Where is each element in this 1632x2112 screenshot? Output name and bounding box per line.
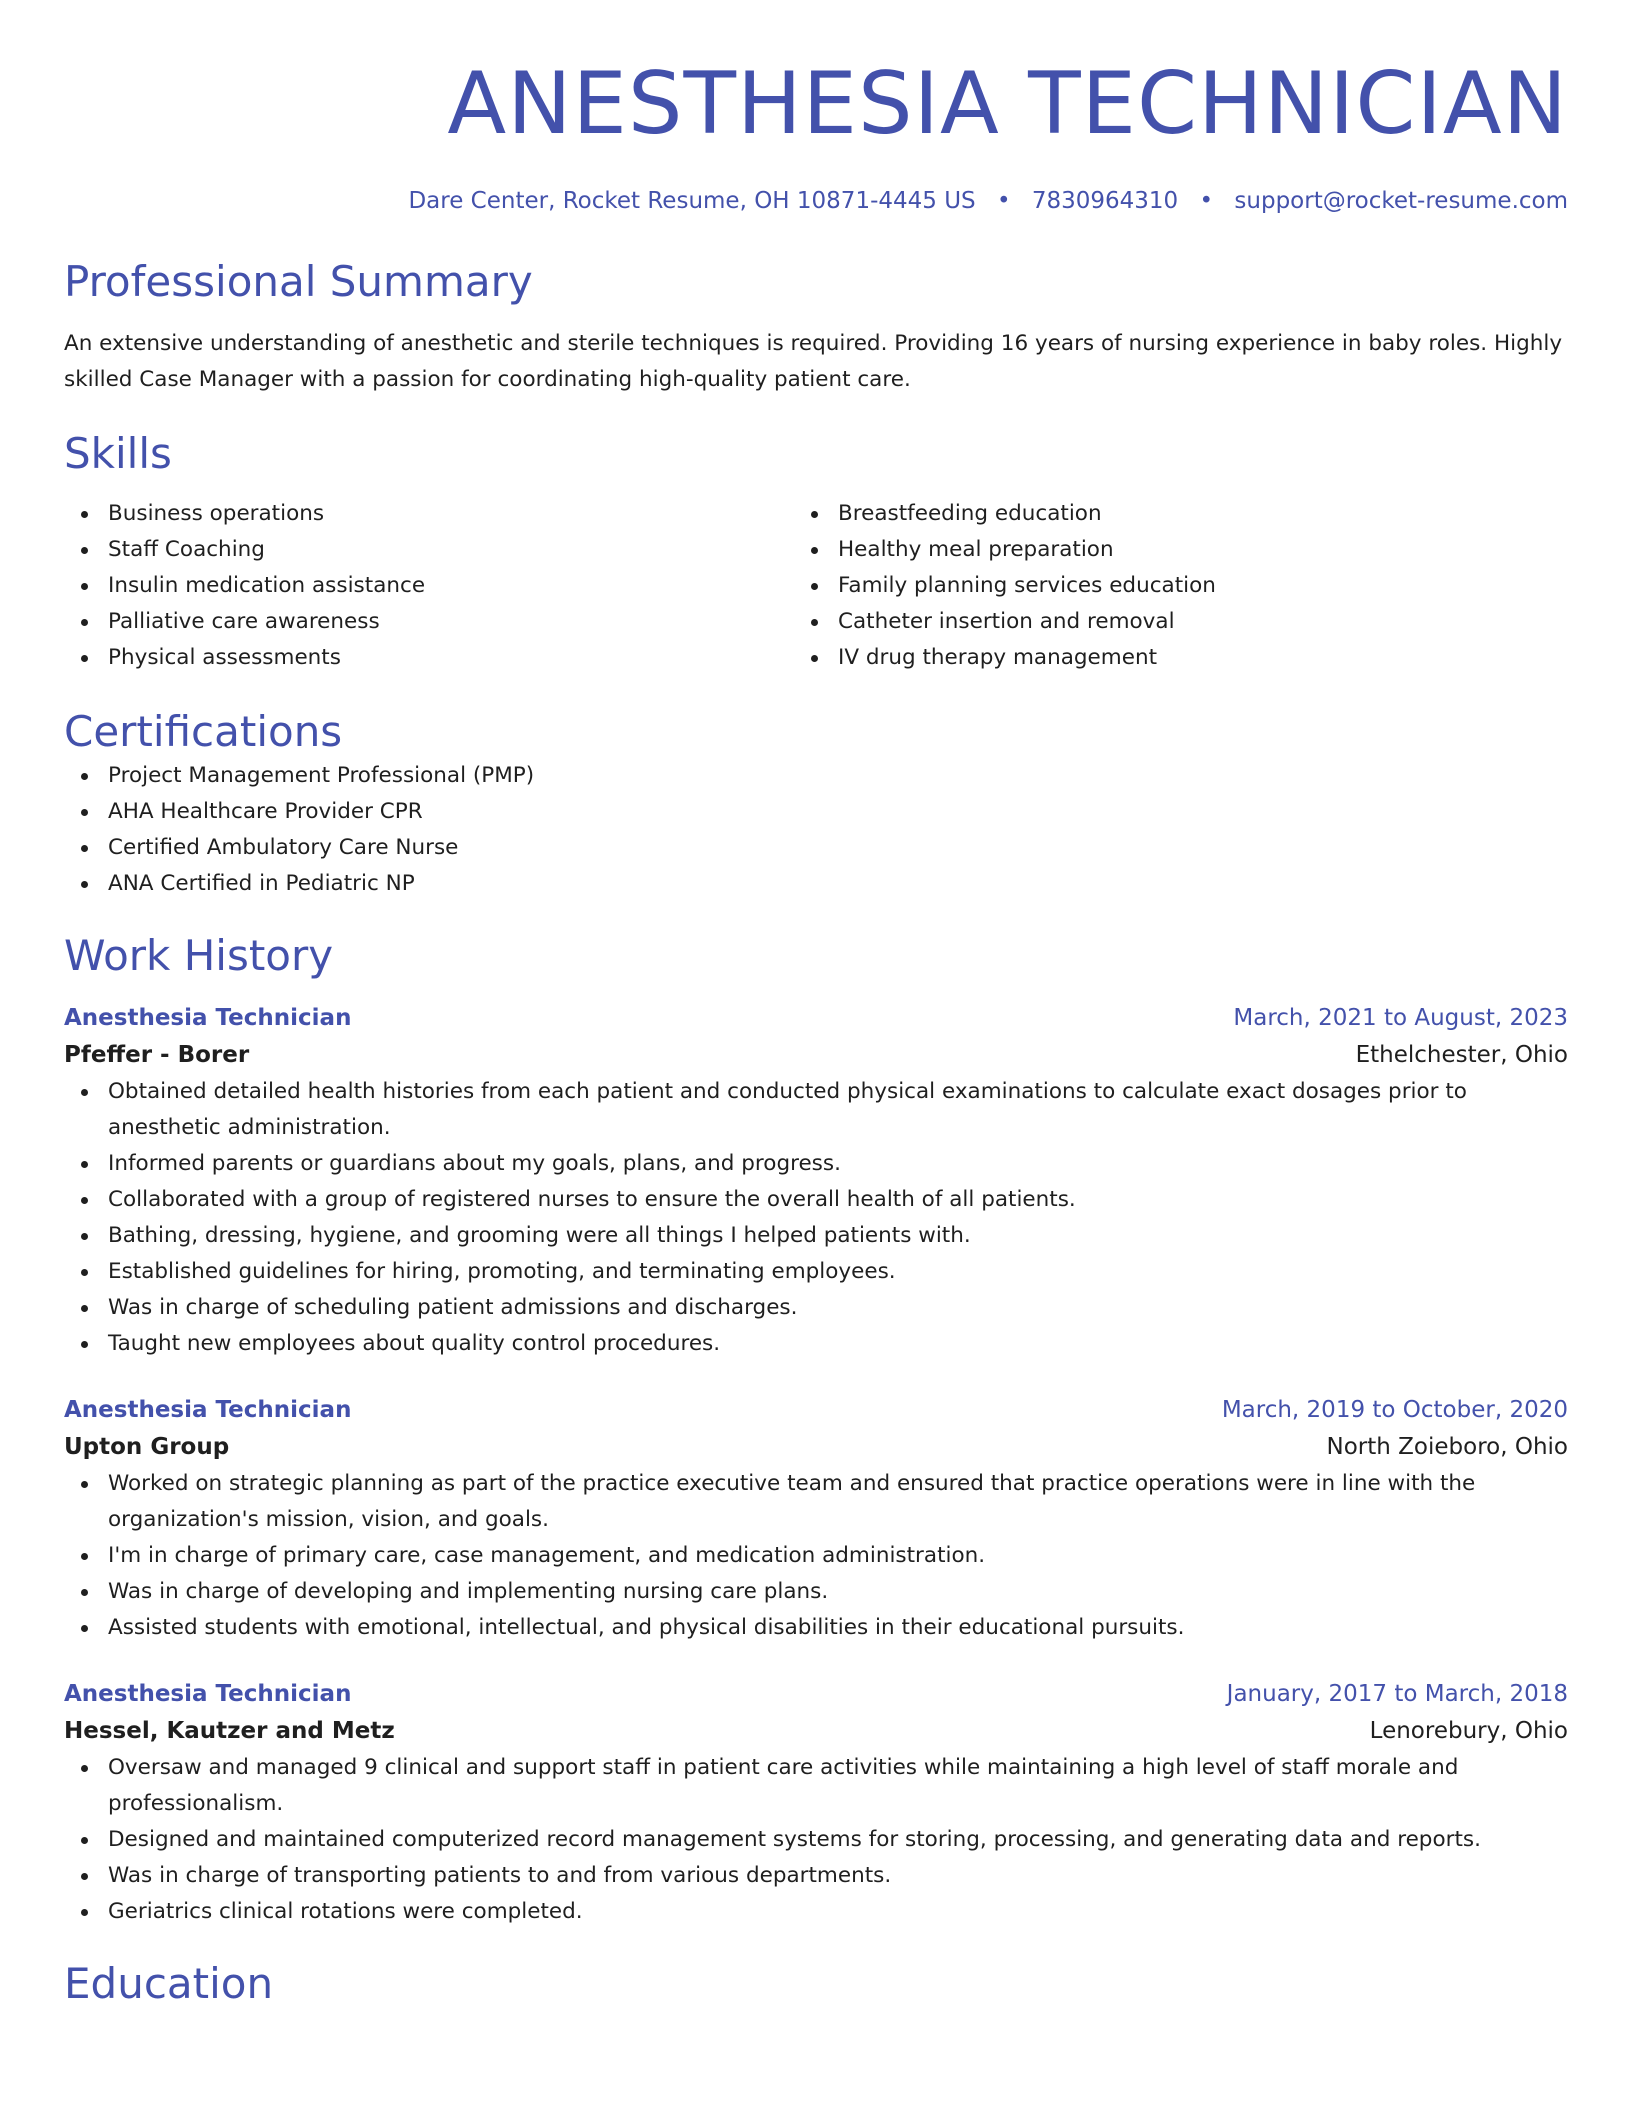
job-entry — [64, 1392, 1568, 1646]
job-company: Hessel, Kautzer and Metz — [64, 1718, 395, 1744]
job-responsibilities — [64, 1750, 1568, 1930]
job-entry — [64, 1676, 1568, 1930]
skills-list-right — [794, 496, 1568, 676]
job-bullet: Was in charge of scheduling patient admissions and discharges. — [108, 1290, 1568, 1326]
skills-column-right — [816, 496, 1568, 676]
job-title: Anesthesia Technician — [64, 1681, 352, 1707]
job-dates: March, 2019 to October, 2020 — [1221, 1397, 1568, 1423]
skills-list-left — [64, 496, 816, 676]
job-bullet: Assisted students with emotional, intellectual, and physical disabilities in their educational pursuits. — [108, 1610, 1568, 1646]
section-title-education: Education — [64, 1959, 274, 2008]
job-dates: March, 2021 to August, 2023 — [1233, 1005, 1568, 1031]
job-entry — [64, 1000, 1568, 1362]
section-title-certifications: Certifications — [64, 707, 343, 756]
job-bullet: Geriatrics clinical rotations were completed. — [108, 1894, 1568, 1930]
skill-item: Family planning services education — [838, 568, 1568, 604]
section-title-summary: Professional Summary — [64, 257, 533, 306]
skill-item: Palliative care awareness — [108, 604, 816, 640]
certification-item: AHA Healthcare Provider CPR — [108, 794, 1568, 830]
certification-item: Certified Ambulatory Care Nurse — [108, 830, 1568, 866]
skill-item: Staff Coaching — [108, 532, 816, 568]
skills-grid — [64, 496, 1568, 676]
job-dates: January, 2017 to March, 2018 — [1226, 1681, 1568, 1707]
skill-item: Healthy meal preparation — [838, 532, 1568, 568]
job-header-row — [64, 1000, 1568, 1036]
skill-item: Physical assessments — [108, 640, 816, 676]
job-header-row — [64, 1676, 1568, 1712]
job-location: North Zoieboro, Ohio — [1326, 1434, 1568, 1460]
job-responsibilities — [64, 1466, 1568, 1646]
job-bullet: Taught new employees about quality control procedures. — [108, 1326, 1568, 1362]
job-bullet: Oversaw and managed 9 clinical and support staff in patient care activities while maintaining a high level of staff morale and professionalism. — [108, 1750, 1568, 1822]
job-header-row — [64, 1392, 1568, 1428]
job-bullet: Collaborated with a group of registered nurses to ensure the overall health of all patients. — [108, 1182, 1568, 1218]
job-bullet: Was in charge of transporting patients to and from various departments. — [108, 1858, 1568, 1894]
job-location: Lenorebury, Ohio — [1369, 1718, 1568, 1744]
job-company-row — [64, 1712, 1568, 1750]
skill-item: Catheter insertion and removal — [838, 604, 1568, 640]
contact-email: support@rocket-resume.com — [1234, 188, 1568, 214]
skill-item: IV drug therapy management — [838, 640, 1568, 676]
job-responsibilities — [64, 1074, 1568, 1362]
job-bullet: Obtained detailed health histories from each patient and conducted physical examinations to calculate exact dosages prior to anesthetic administration. — [108, 1074, 1568, 1146]
contact-address: Dare Center, Rocket Resume, OH 10871-4445 US — [408, 188, 976, 214]
job-company-row — [64, 1036, 1568, 1074]
job-title: Anesthesia Technician — [64, 1005, 352, 1031]
skill-item: Business operations — [108, 496, 816, 532]
job-bullet: Was in charge of developing and implementing nursing care plans. — [108, 1574, 1568, 1610]
job-title: Anesthesia Technician — [64, 1397, 352, 1423]
job-company-row — [64, 1428, 1568, 1466]
job-bullet: Informed parents or guardians about my goals, plans, and progress. — [108, 1146, 1568, 1182]
job-company: Pfeffer - Borer — [64, 1042, 250, 1068]
skills-column-left — [64, 496, 816, 676]
job-bullet: Worked on strategic planning as part of the practice executive team and ensured that practice operations were in line with the organization's mission, vision, and goals. — [108, 1466, 1568, 1538]
certifications-list — [64, 758, 1568, 902]
job-location: Ethelchester, Ohio — [1355, 1042, 1568, 1068]
skill-item: Insulin medication assistance — [108, 568, 816, 604]
skill-item: Breastfeeding education — [838, 496, 1568, 532]
separator-dot: • — [1199, 188, 1214, 214]
section-title-work-history: Work History — [64, 931, 334, 980]
separator-dot: • — [996, 188, 1011, 214]
job-bullet: Bathing, dressing, hygiene, and grooming were all things I helped patients with. — [108, 1218, 1568, 1254]
certification-item: Project Management Professional (PMP) — [108, 758, 1568, 794]
job-bullet: Designed and maintained computerized record management systems for storing, processing, and generating data and reports. — [108, 1822, 1568, 1858]
candidate-name: ANESTHESIA TECHNICIAN — [447, 54, 1568, 154]
summary-text: An extensive understanding of anesthetic and sterile techniques is required. Providing 16 years of nursing experience in baby roles. Highly skilled Case Manager with a passion for coordinating high-quality patient care. — [64, 331, 1563, 392]
job-company: Upton Group — [64, 1434, 230, 1460]
job-bullet: I'm in charge of primary care, case management, and medication administration. — [108, 1538, 1568, 1574]
section-title-skills: Skills — [64, 429, 172, 478]
certification-item: ANA Certified in Pediatric NP — [108, 866, 1568, 902]
contact-line — [64, 184, 1568, 218]
job-bullet: Established guidelines for hiring, promoting, and terminating employees. — [108, 1254, 1568, 1290]
contact-phone: 7830964310 — [1031, 188, 1179, 214]
